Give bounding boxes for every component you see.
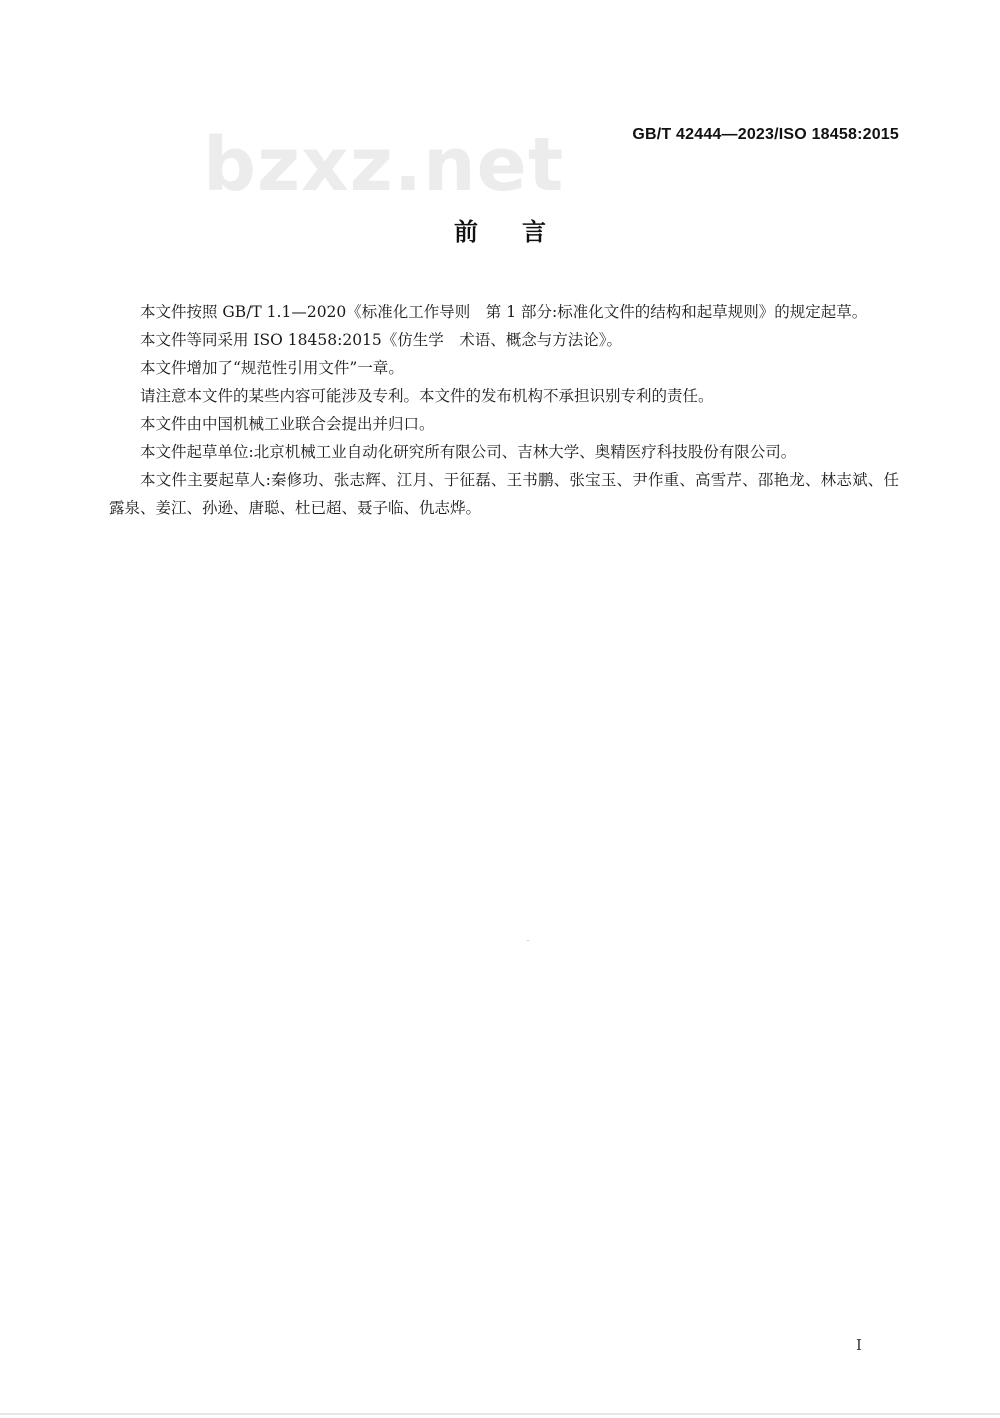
page-number: I [856, 1336, 862, 1354]
page-title: 前言 [454, 218, 590, 246]
scan-speck [527, 940, 529, 941]
paragraph-drafting-rules: 本文件按照 GB/T 1.1—2020《标准化工作导则 第 1 部分:标准化文件的结构和起草规则》的规定起草。 [140, 303, 868, 321]
paragraph-drafters: 本文件主要起草人:秦修功、张志辉、江月、于征磊、王书鹏、张宝玉、尹作重、高雪芹、邵艳龙、林志斌、任露泉、姜江、孙逊、唐聪、杜已超、聂子临、仇志烨。 [109, 471, 899, 517]
paragraph-proposer: 本文件由中国机械工业联合会提出并归口。 [140, 415, 435, 433]
paragraph-adoption: 本文件等同采用 ISO 18458:2015《仿生学 术语、概念与方法论》。 [140, 331, 623, 349]
standard-code: GB/T 42444—2023/ISO 18458:2015 [632, 126, 899, 143]
paragraph-added-chapter: 本文件增加了“规范性引用文件”一章。 [140, 359, 404, 377]
foreword-body [109, 298, 899, 522]
paragraph-drafting-units: 本文件起草单位:北京机械工业自动化研究所有限公司、吉林大学、奥精医疗科技股份有限公司。 [140, 443, 797, 461]
watermark-text: bzxz.net [203, 122, 565, 208]
page-bottom-edge [0, 1413, 1000, 1415]
paragraph-patent-notice: 请注意本文件的某些内容可能涉及专利。本文件的发布机构不承担识别专利的责任。 [140, 387, 714, 405]
